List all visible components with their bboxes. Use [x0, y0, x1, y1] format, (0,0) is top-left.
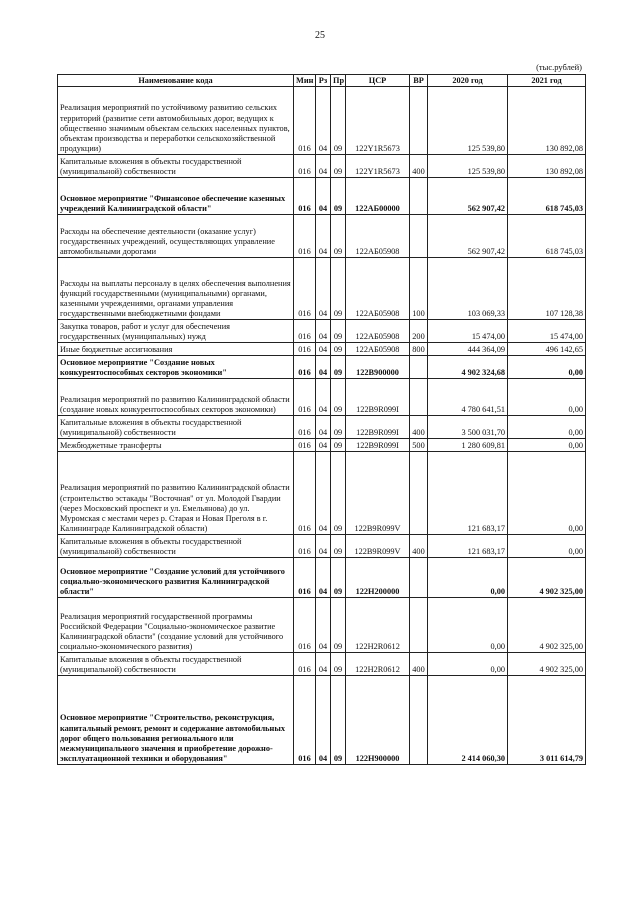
cell-2020: 0,00	[428, 558, 508, 598]
cell-vr	[410, 87, 428, 155]
cell-csr: 122АБ00000	[346, 178, 410, 215]
table-row	[58, 416, 586, 439]
table-row	[58, 343, 586, 356]
page-number: 25	[315, 30, 325, 41]
cell-2020: 562 907,42	[428, 215, 508, 258]
table-row	[58, 535, 586, 558]
table-row	[58, 598, 586, 653]
cell-2021: 0,00	[508, 535, 586, 558]
cell-pr: 09	[331, 558, 346, 598]
cell-name: Расходы на обеспечение деятельности (оказание услуг) государственных учреждений, осуществляющих управление автомобильными дорогами	[58, 215, 294, 258]
cell-vr	[410, 215, 428, 258]
cell-rz: 04	[316, 215, 331, 258]
cell-vr	[410, 379, 428, 416]
cell-csr: 122АБ05908	[346, 215, 410, 258]
cell-vr	[410, 558, 428, 598]
cell-min: 016	[294, 416, 316, 439]
table-row	[58, 320, 586, 343]
cell-pr: 09	[331, 356, 346, 379]
cell-rz: 04	[316, 439, 331, 452]
cell-2020: 3 500 031,70	[428, 416, 508, 439]
cell-rz: 04	[316, 653, 331, 676]
cell-min: 016	[294, 558, 316, 598]
cell-2021: 0,00	[508, 439, 586, 452]
cell-pr: 09	[331, 535, 346, 558]
cell-2021: 0,00	[508, 416, 586, 439]
cell-min: 016	[294, 598, 316, 653]
cell-csr: 122Н2R0612	[346, 653, 410, 676]
cell-rz: 04	[316, 320, 331, 343]
cell-pr: 09	[331, 379, 346, 416]
cell-2021: 107 128,38	[508, 258, 586, 320]
cell-2020: 125 539,80	[428, 87, 508, 155]
cell-2021: 0,00	[508, 356, 586, 379]
cell-min: 016	[294, 320, 316, 343]
cell-vr	[410, 178, 428, 215]
table-row	[58, 653, 586, 676]
cell-2021: 130 892,08	[508, 155, 586, 178]
cell-pr: 09	[331, 653, 346, 676]
cell-pr: 09	[331, 87, 346, 155]
cell-name: Основное мероприятие "Создание условий для устойчивого социально-экономического развития Калининградской области"	[58, 558, 294, 598]
table-header-row	[58, 75, 586, 87]
cell-2020: 4 780 641,51	[428, 379, 508, 416]
cell-2021: 618 745,03	[508, 178, 586, 215]
cell-2020: 0,00	[428, 653, 508, 676]
cell-min: 016	[294, 653, 316, 676]
header-rz: Рз	[316, 75, 331, 87]
table-row	[58, 356, 586, 379]
cell-name: Реализация мероприятий государственной программы Российской Федерации "Социально-экономическое развитие Калининградской области" (создание условий для устойчивого социально-экономического развития)	[58, 598, 294, 653]
cell-pr: 09	[331, 258, 346, 320]
cell-name: Межбюджетные трансферты	[58, 439, 294, 452]
cell-pr: 09	[331, 215, 346, 258]
table-row	[58, 155, 586, 178]
cell-vr: 400	[410, 535, 428, 558]
cell-rz: 04	[316, 258, 331, 320]
cell-csr: 122Y1R5673	[346, 87, 410, 155]
table-row	[58, 215, 586, 258]
cell-2020: 2 414 060,30	[428, 676, 508, 765]
cell-csr: 122В9R099I	[346, 439, 410, 452]
cell-2020: 103 069,33	[428, 258, 508, 320]
cell-vr	[410, 452, 428, 535]
cell-pr: 09	[331, 439, 346, 452]
cell-pr: 09	[331, 452, 346, 535]
cell-2020: 125 539,80	[428, 155, 508, 178]
cell-vr: 400	[410, 416, 428, 439]
cell-2020: 15 474,00	[428, 320, 508, 343]
cell-name: Основное мероприятие "Строительство, реконструкция, капитальный ремонт, ремонт и содержание автомобильных дорог общего пользования регионального или межмуниципального значения и приобретение дорожно-эксплуатационной техники и оборудования"	[58, 676, 294, 765]
cell-vr	[410, 676, 428, 765]
table-row	[58, 379, 586, 416]
cell-rz: 04	[316, 558, 331, 598]
cell-name: Расходы на выплаты персоналу в целях обеспечения выполнения функций государственными (муниципальными) органами, казенными учреждениями, органами управления государственными внебюджетными фондами	[58, 258, 294, 320]
cell-csr: 122В9R099V	[346, 452, 410, 535]
header-name: Наименование кода	[58, 75, 294, 87]
header-csr: ЦСР	[346, 75, 410, 87]
cell-rz: 04	[316, 676, 331, 765]
cell-rz: 04	[316, 343, 331, 356]
header-2020: 2020 год	[428, 75, 508, 87]
cell-2021: 4 902 325,00	[508, 653, 586, 676]
cell-min: 016	[294, 439, 316, 452]
cell-min: 016	[294, 343, 316, 356]
cell-name: Капитальные вложения в объекты государственной (муниципальной) собственности	[58, 155, 294, 178]
cell-rz: 04	[316, 178, 331, 215]
header-2021: 2021 год	[508, 75, 586, 87]
cell-2021: 130 892,08	[508, 87, 586, 155]
cell-min: 016	[294, 379, 316, 416]
cell-pr: 09	[331, 320, 346, 343]
table-row	[58, 558, 586, 598]
cell-pr: 09	[331, 155, 346, 178]
cell-name: Основное мероприятие "Финансовое обеспечение казенных учреждений Калининградской области"	[58, 178, 294, 215]
cell-2020: 4 902 324,68	[428, 356, 508, 379]
cell-rz: 04	[316, 379, 331, 416]
cell-2021: 4 902 325,00	[508, 558, 586, 598]
cell-2020: 121 683,17	[428, 452, 508, 535]
cell-vr: 500	[410, 439, 428, 452]
cell-vr: 200	[410, 320, 428, 343]
cell-min: 016	[294, 87, 316, 155]
cell-2021: 4 902 325,00	[508, 598, 586, 653]
table-row	[58, 258, 586, 320]
header-min: Мин	[294, 75, 316, 87]
cell-rz: 04	[316, 87, 331, 155]
cell-min: 016	[294, 258, 316, 320]
cell-name: Капитальные вложения в объекты государственной (муниципальной) собственности	[58, 653, 294, 676]
cell-csr: 122В9R099I	[346, 379, 410, 416]
cell-name: Реализация мероприятий по устойчивому развитию сельских территорий (развитие сети автомобильных дорог, ведущих к общественно значимым объектам сельских населенных пунктов, объектам производства и переработки сельскохозяйственной продукции)	[58, 87, 294, 155]
cell-rz: 04	[316, 598, 331, 653]
cell-rz: 04	[316, 535, 331, 558]
cell-min: 016	[294, 452, 316, 535]
cell-name: Закупка товаров, работ и услуг для обеспечения государственных (муниципальных) нужд	[58, 320, 294, 343]
cell-2020: 444 364,09	[428, 343, 508, 356]
cell-2020: 121 683,17	[428, 535, 508, 558]
cell-pr: 09	[331, 676, 346, 765]
cell-2020: 1 280 609,81	[428, 439, 508, 452]
cell-rz: 04	[316, 416, 331, 439]
cell-csr: 122В900000	[346, 356, 410, 379]
cell-min: 016	[294, 178, 316, 215]
cell-min: 016	[294, 535, 316, 558]
header-vr: ВР	[410, 75, 428, 87]
cell-csr: 122В9R099I	[346, 416, 410, 439]
cell-vr: 100	[410, 258, 428, 320]
table-row	[58, 87, 586, 155]
budget-table	[57, 74, 586, 765]
cell-min: 016	[294, 676, 316, 765]
cell-name: Реализация мероприятий по развитию Калининградской области (строительство эстакады "Восточная" от ул. Молодой Гвардии (через Московский проспект и ул. Емельянова) до ул. Муромская с местами через р. Старая и Новая Преголя в г. Калининграде Калининградской области)	[58, 452, 294, 535]
cell-name: Капитальные вложения в объекты государственной (муниципальной) собственности	[58, 416, 294, 439]
cell-rz: 04	[316, 155, 331, 178]
cell-csr: 122Н2R0612	[346, 598, 410, 653]
header-pr: Пр	[331, 75, 346, 87]
cell-min: 016	[294, 356, 316, 379]
cell-vr	[410, 356, 428, 379]
cell-vr: 800	[410, 343, 428, 356]
table-row	[58, 439, 586, 452]
cell-pr: 09	[331, 598, 346, 653]
cell-rz: 04	[316, 356, 331, 379]
cell-rz: 04	[316, 452, 331, 535]
cell-csr: 122АБ05908	[346, 343, 410, 356]
table-row	[58, 676, 586, 765]
cell-pr: 09	[331, 343, 346, 356]
cell-name: Основное мероприятие "Создание новых конкурентоспособных секторов экономики"	[58, 356, 294, 379]
cell-2021: 15 474,00	[508, 320, 586, 343]
cell-2021: 0,00	[508, 379, 586, 416]
cell-2021: 496 142,65	[508, 343, 586, 356]
cell-name: Реализация мероприятий по развитию Калининградской области (создание новых конкурентоспособных секторов экономики)	[58, 379, 294, 416]
cell-name: Иные бюджетные ассигнования	[58, 343, 294, 356]
cell-csr: 122Н200000	[346, 558, 410, 598]
cell-csr: 122АБ05908	[346, 258, 410, 320]
cell-csr: 122В9R099V	[346, 535, 410, 558]
cell-2021: 618 745,03	[508, 215, 586, 258]
table-row	[58, 452, 586, 535]
cell-vr: 400	[410, 155, 428, 178]
table-row	[58, 178, 586, 215]
cell-min: 016	[294, 155, 316, 178]
cell-pr: 09	[331, 416, 346, 439]
cell-2021: 3 011 614,79	[508, 676, 586, 765]
cell-min: 016	[294, 215, 316, 258]
cell-2021: 0,00	[508, 452, 586, 535]
cell-name: Капитальные вложения в объекты государственной (муниципальной) собственности	[58, 535, 294, 558]
cell-csr: 122АБ05908	[346, 320, 410, 343]
cell-vr: 400	[410, 653, 428, 676]
cell-pr: 09	[331, 178, 346, 215]
cell-2020: 0,00	[428, 598, 508, 653]
cell-csr: 122Y1R5673	[346, 155, 410, 178]
units-note: (тыс.рублей)	[536, 62, 582, 72]
cell-2020: 562 907,42	[428, 178, 508, 215]
cell-csr: 122Н900000	[346, 676, 410, 765]
cell-vr	[410, 598, 428, 653]
